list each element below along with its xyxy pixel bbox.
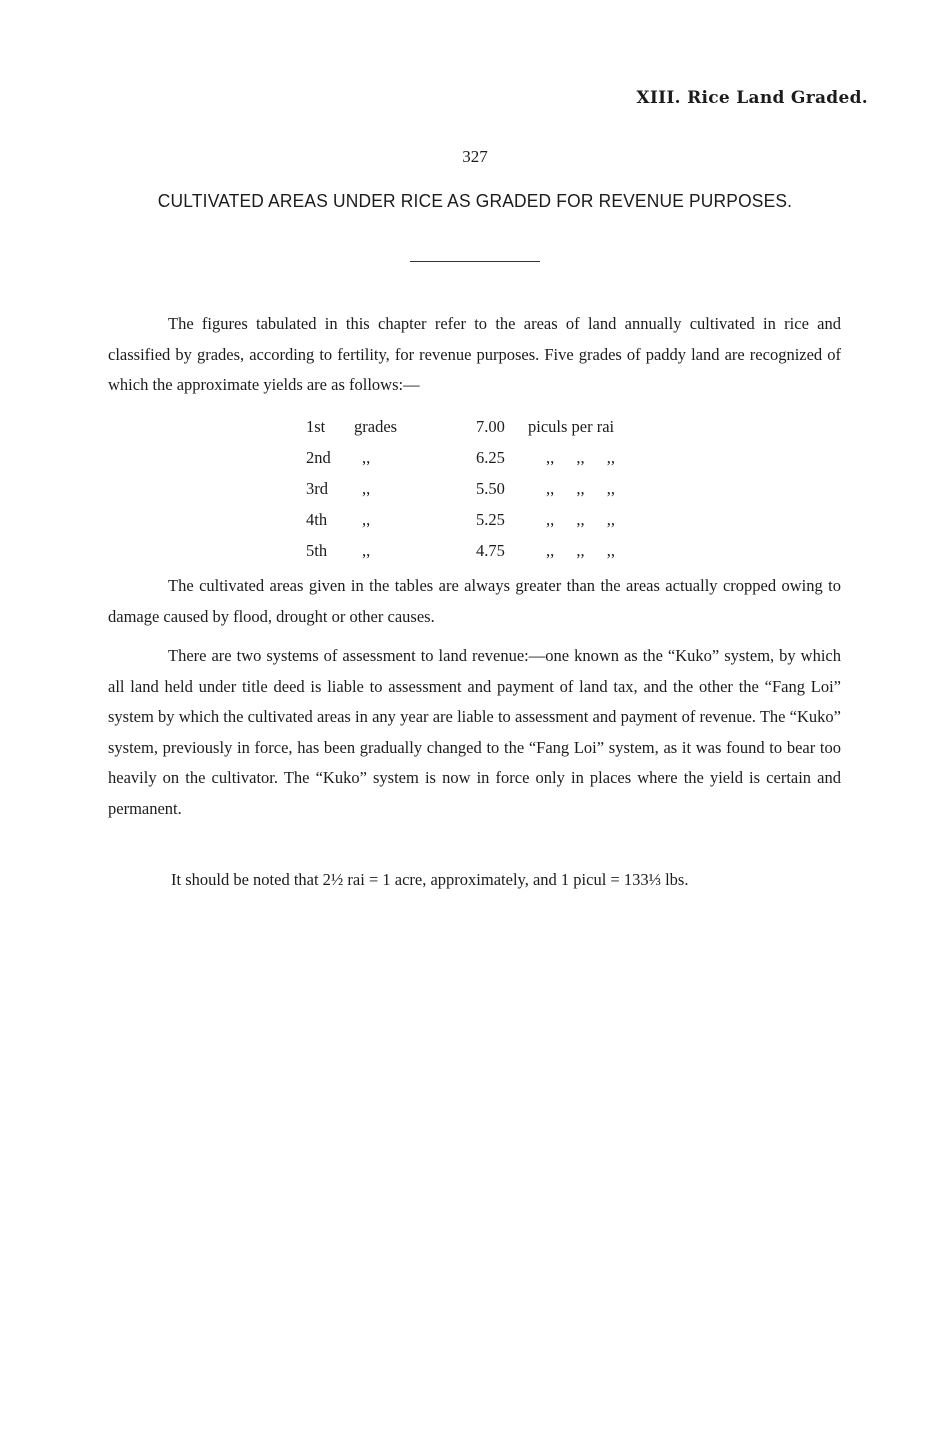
yield-cell: 6.25: [476, 447, 505, 467]
grade-word-cell: ,,: [362, 478, 371, 498]
grade-cell: 5th: [306, 540, 328, 560]
yield-cell: 4.75: [476, 540, 505, 560]
table-row: [306, 504, 686, 535]
unit-cell: piculs per rai: [528, 416, 615, 436]
unit-cell: ,, ,, ,,: [546, 540, 615, 560]
yield-cell: 5.25: [476, 509, 505, 529]
grade-word-cell: ,,: [362, 509, 371, 529]
yield-cell: 5.50: [476, 478, 505, 498]
grade-word-cell: ,,: [362, 447, 371, 467]
grade-cell: 3rd: [306, 478, 328, 498]
unit-cell: ,, ,, ,,: [546, 478, 615, 498]
conversion-note-paragraph: It should be noted that 2½ rai = 1 acre, approximately, and 1 picul = 133⅓ lbs.: [171, 870, 689, 889]
table-row: [306, 442, 686, 473]
unit-cell: ,, ,, ,,: [546, 509, 615, 529]
title-divider: [410, 261, 540, 262]
table-row: [306, 473, 686, 504]
assessment-systems-paragraph: There are two systems of assessment to land revenue:—one known as the “Kuko” system, by which all land held under title deed is liable to assessment and payment of land tax, and the other the “Fang Loi” system by which the cultivated areas in any year are liable to assessment and payment of revenue. The “Kuko” system, previously in force, has been gradually changed to the “Fang Loi” system, as it was found to bear too heavily on the cultivator. The “Kuko” system is now in force only in places where the yield is certain and permanent.: [108, 646, 841, 818]
table-row: [306, 535, 686, 566]
grade-word-cell: grades: [354, 416, 398, 436]
grade-cell: 1st: [306, 416, 326, 436]
grade-cell: 4th: [306, 509, 328, 529]
table-row: [306, 411, 686, 442]
yield-cell: 7.00: [476, 416, 505, 436]
grade-word-cell: ,,: [362, 540, 371, 560]
page-number: 327: [462, 147, 488, 166]
damage-paragraph: The cultivated areas given in the tables are always greater than the areas actually cropped owing to damage caused by flood, drought or other causes.: [108, 576, 841, 626]
chapter-title: CULTIVATED AREAS UNDER RICE AS GRADED FOR REVENUE PURPOSES.: [157, 190, 793, 211]
running-head: XIII. Rice Land Graded.: [636, 88, 868, 108]
intro-paragraph: The figures tabulated in this chapter refer to the areas of land annually cultivated in rice and classified by grades, according to fertility, for revenue purposes. Five grades of paddy land are recognized of which the approximate yields are as follows:—: [108, 314, 841, 394]
grade-cell: 2nd: [306, 447, 331, 467]
grades-yield-table: [306, 411, 686, 566]
unit-cell: ,, ,, ,,: [546, 447, 615, 467]
